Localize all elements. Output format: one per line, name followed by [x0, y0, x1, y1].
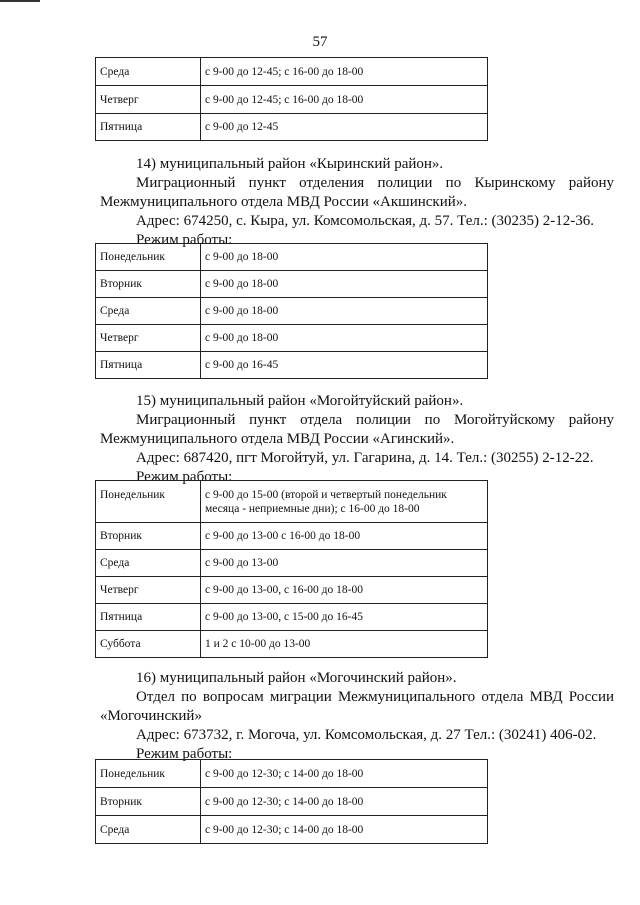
day-cell: Понедельник: [96, 481, 201, 523]
address: Адрес: 674250, с. Кыра, ул. Комсомольская, д. 57. Тел.: (30235) 2-12-36.: [136, 213, 595, 229]
hours-cell: 1 и 2 с 10-00 до 13-00: [201, 631, 488, 658]
page-number: 57: [312, 34, 328, 50]
table-row: [96, 86, 488, 114]
day-cell: Четверг: [96, 325, 201, 352]
day-cell: Пятница: [96, 114, 201, 141]
office-line: Миграционный пункт отделения полиции по Кыринскому району: [136, 175, 614, 191]
hours-cell: с 9-00 до 12-45: [201, 114, 488, 141]
day-cell: Среда: [96, 550, 201, 577]
hours-cell: с 9-00 до 12-45; с 16-00 до 18-00: [201, 86, 488, 114]
section-14: [100, 155, 614, 250]
scan-corner-mark: [0, 0, 40, 2]
day-cell: Понедельник: [96, 244, 201, 271]
day-cell: Понедельник: [96, 760, 201, 788]
table-row: [96, 244, 488, 271]
hours-cell: с 9-00 до 13-00 с 16-00 до 18-00: [201, 523, 488, 550]
section-16: [100, 669, 614, 764]
day-cell: Среда: [96, 58, 201, 86]
address: Адрес: 687420, пгт Могойтуй, ул. Гагарина, д. 14. Тел.: (30255) 2-12-22.: [136, 450, 594, 466]
hours-cell: с 9-00 до 13-00: [201, 550, 488, 577]
section-heading: 14) муниципальный район «Кыринский район».: [136, 156, 444, 172]
schedule-label: Режим работы:: [136, 469, 233, 485]
hours-cell: с 9-00 до 18-00: [201, 298, 488, 325]
table-row: [96, 788, 488, 816]
table-row: [96, 760, 488, 788]
section-heading: 15) муниципальный район «Могойтуйский район».: [136, 393, 464, 409]
section-heading: 16) муниципальный район «Могочинский район».: [136, 670, 457, 686]
day-cell: Четверг: [96, 577, 201, 604]
schedule-label: Режим работы:: [136, 746, 233, 762]
day-cell: Суббота: [96, 631, 201, 658]
office-line: Миграционный пункт отдела полиции по Могойтуйскому району: [136, 412, 614, 428]
hours-cell: с 9-00 до 12-30; с 14-00 до 18-00: [201, 760, 488, 788]
day-cell: Пятница: [96, 352, 201, 379]
table-row: [96, 298, 488, 325]
day-cell: Вторник: [96, 523, 201, 550]
day-cell: Вторник: [96, 271, 201, 298]
table-row: [96, 577, 488, 604]
office-line: Отдел по вопросам миграции Межмуниципального отдела МВД России: [136, 689, 614, 705]
hours-cell: с 9-00 до 18-00: [201, 325, 488, 352]
table-row: [96, 271, 488, 298]
schedule-table-continued: [95, 57, 488, 141]
office-line: «Могочинский»: [100, 708, 202, 724]
office-line: Межмуниципального отдела МВД России «Акшинский».: [100, 194, 467, 210]
hours-cell: с 9-00 до 18-00: [201, 271, 488, 298]
day-cell: Четверг: [96, 86, 201, 114]
day-cell: Пятница: [96, 604, 201, 631]
table-row: [96, 631, 488, 658]
hours-line: с 9-00 до 15-00 (второй и четвертый понедельник: [205, 488, 447, 501]
address: Адрес: 673732, г. Могоча, ул. Комсомольская, д. 27 Тел.: (30241) 406-02.: [136, 727, 597, 743]
schedule-table-kyra: [95, 243, 488, 379]
schedule-label: Режим работы:: [136, 232, 233, 248]
table-row: [96, 325, 488, 352]
table-row: [96, 58, 488, 86]
table-row: [96, 550, 488, 577]
day-cell: Среда: [96, 298, 201, 325]
table-row: [96, 114, 488, 141]
table-row: [96, 604, 488, 631]
table-row: [96, 816, 488, 844]
hours-cell: с 9-00 до 12-30; с 14-00 до 18-00: [201, 788, 488, 816]
section-15: [100, 392, 614, 487]
schedule-table-mogocha: [95, 759, 488, 844]
hours-line: месяца - неприемные дни); с 16-00 до 18-00: [205, 502, 420, 515]
hours-cell: с 9-00 до 13-00, с 16-00 до 18-00: [201, 577, 488, 604]
hours-cell: с 9-00 до 12-45; с 16-00 до 18-00: [201, 58, 488, 86]
schedule-table-mogoytuy: [95, 480, 488, 658]
hours-cell: с 9-00 до 13-00, с 15-00 до 16-45: [201, 604, 488, 631]
day-cell: Вторник: [96, 788, 201, 816]
day-cell: Среда: [96, 816, 201, 844]
hours-cell: с 9-00 до 16-45: [201, 352, 488, 379]
office-line: Межмуниципального отдела МВД России «Агинский».: [100, 431, 455, 447]
hours-cell: с 9-00 до 18-00: [201, 244, 488, 271]
hours-cell: с 9-00 до 12-30; с 14-00 до 18-00: [201, 816, 488, 844]
table-row: [96, 352, 488, 379]
table-row: [96, 523, 488, 550]
table-row: [96, 481, 488, 523]
hours-cell: [201, 481, 488, 523]
